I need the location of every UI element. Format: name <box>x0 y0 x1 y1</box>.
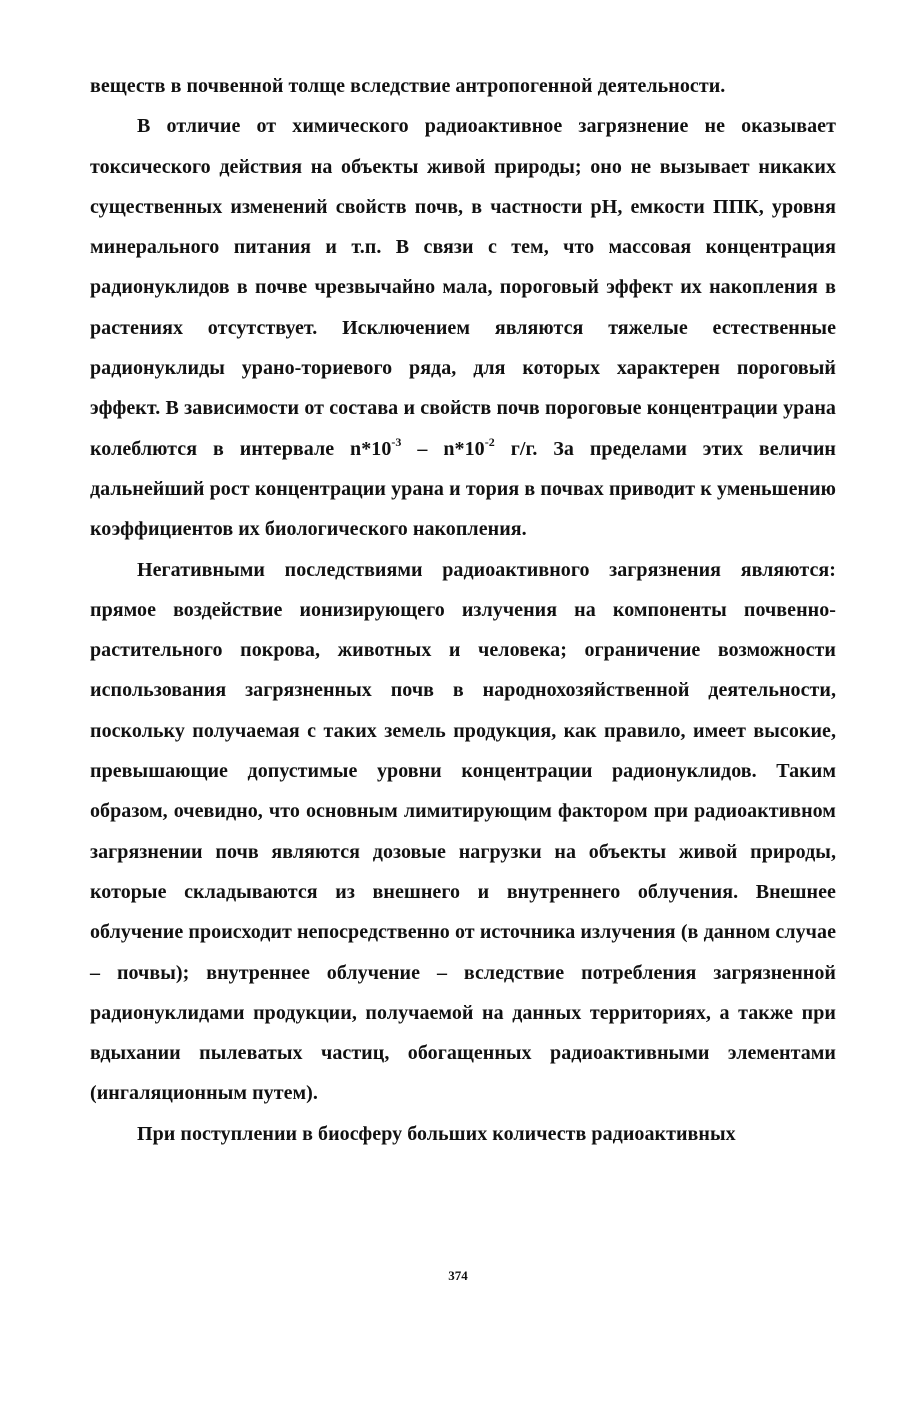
paragraph-biosphere-intake <box>90 1114 836 1154</box>
superscript-exponent: -2 <box>484 435 495 450</box>
superscript-exponent: -3 <box>391 435 402 450</box>
paragraph-text: В отличие от химического радиоактивное загрязнение не оказывает токсического действия на объекты живой природы; оно не вызывает никаких существенных изменений свойств почв, в частности pH, емкости ППК, уровня минерального питания и т.п. В связи с тем, что массовая концентрация радионуклидов в почве чрезвычайно мала, пороговый эффект их накопления в растениях отсутствует. Исключением являются тяжелые естественные радионуклиды урано-ториевого ряда, для которых характерен пороговый эффект. В зависимости от состава и свойств почв пороговые концентрации урана колеблются в интервале n*10 <box>90 115 836 460</box>
page-number: 374 <box>448 1268 468 1283</box>
paragraph-radioactive-contamination <box>90 106 836 549</box>
paragraph-text: г/г. За пределами этих величин дальнейший рост концентрации урана и тория в почвах приводит к уменьшению коэффициентов их биологического накопления. <box>90 437 836 541</box>
paragraph-text: Негативными последствиями радиоактивного загрязнения являются: прямое воздействие ионизирующего излучения на компоненты почвенно-растительного покрова, животных и человека; ограничение возможности использования загрязненных почв в народнохозяйственной деятельности, поскольку получаемая с таких земель продукция, как правило, имеет высокие, превышающие допустимые уровни концентрации радионуклидов. Таким образом, очевидно, что основным лимитирующим фактором при радиоактивном загрязнении почв являются дозовые нагрузки на объекты живой природы, которые складываются из внешнего и внутреннего облучения. Внешнее облучение происходит непосредственно от источника излучения (в данном случае – почвы); внутреннее облучение – вследствие потребления загрязненной радионуклидами продукции, получаемой на данных территориях, а также при вдыхании пылеватых частиц, обогащенных радиоактивными элементами (ингаляционным путем). <box>90 558 836 1105</box>
paragraph-text: При поступлении в биосферу больших количеств радиоактивных <box>137 1122 736 1145</box>
body-text <box>90 66 836 1154</box>
paragraph-continuation <box>90 66 836 106</box>
paragraph-negative-consequences <box>90 550 836 1114</box>
paragraph-text: – n*10 <box>401 437 485 460</box>
paragraph-text: веществ в почвенной толще вследствие антропогенной деятельности. <box>90 75 726 97</box>
